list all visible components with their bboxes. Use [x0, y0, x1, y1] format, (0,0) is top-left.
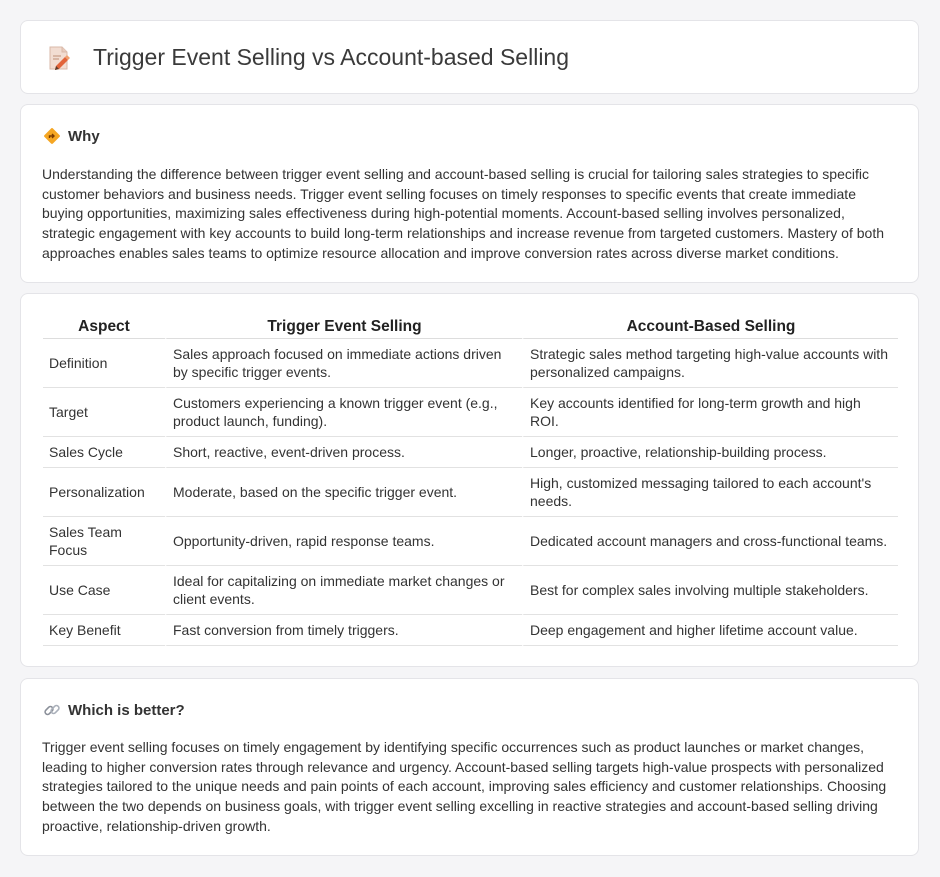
- page-title: Trigger Event Selling vs Account-based Selling: [93, 44, 570, 70]
- comparison-section: [20, 293, 919, 667]
- table-row: [43, 517, 898, 566]
- cell-aspect: Sales Cycle: [43, 437, 165, 468]
- cell-trigger: Opportunity-driven, rapid response teams.: [165, 517, 522, 566]
- cell-account: High, customized messaging tailored to each account's needs.: [522, 468, 898, 517]
- cell-trigger: Short, reactive, event-driven process.: [165, 437, 522, 468]
- why-heading: [43, 127, 100, 145]
- why-section: [20, 104, 919, 283]
- which-is-better-section: [20, 678, 919, 856]
- cell-account: Strategic sales method targeting high-value accounts with personalized campaigns.: [522, 339, 898, 388]
- better-text: Trigger event selling focuses on timely engagement by identifying specific occurrences such as product launches or market changes, leading to higher conversion rates through relevance and urgency. Account-based selling targets high-value prospects with personalized strategies tailored to the unique needs and pain points of each account, improving sales efficiency and customer relationships. Choosing between the two depends on business goals, with trigger event selling excelling in reactive strategies and account-based selling driving proactive, relationship-driven growth.: [42, 739, 887, 834]
- cell-aspect: Target: [43, 388, 165, 437]
- road-sign-icon: [43, 127, 61, 145]
- cell-trigger: Moderate, based on the specific trigger event.: [165, 468, 522, 517]
- edit-document-icon: [47, 45, 71, 71]
- title-row: [47, 44, 569, 71]
- table-row: [43, 339, 898, 388]
- cell-aspect: Personalization: [43, 468, 165, 517]
- table-header-row: [43, 316, 898, 339]
- why-title: Why: [68, 127, 100, 145]
- cell-account: Best for complex sales involving multiple stakeholders.: [522, 566, 898, 615]
- cell-trigger: Customers experiencing a known trigger event (e.g., product launch, funding).: [165, 388, 522, 437]
- cell-aspect: Definition: [43, 339, 165, 388]
- header-card: [20, 20, 919, 94]
- better-title: Which is better?: [68, 701, 185, 719]
- comparison-table: [43, 316, 898, 646]
- cell-account: Key accounts identified for long-term growth and high ROI.: [522, 388, 898, 437]
- cell-account: Longer, proactive, relationship-building process.: [522, 437, 898, 468]
- cell-aspect: Sales Team Focus: [43, 517, 165, 566]
- cell-account: Dedicated account managers and cross-functional teams.: [522, 517, 898, 566]
- cell-trigger: Ideal for capitalizing on immediate market changes or client events.: [165, 566, 522, 615]
- header-aspect: Aspect: [43, 316, 165, 339]
- table-row: [43, 388, 898, 437]
- table-row: [43, 437, 898, 468]
- table-row: [43, 468, 898, 517]
- link-icon: [43, 701, 61, 719]
- table-row: [43, 566, 898, 615]
- why-text: Understanding the difference between trigger event selling and account-based selling is crucial for tailoring sales strategies to specific customer behaviors and business needs. Trigger event selling focuses on timely responses to specific events that create immediate buying opportunities, maximizing sales effectiveness during high-potential moments. Account-based selling involves personalized, strategic engagement with key accounts to build long-term relationships and increase revenue from targeted customers. Mastery of both approaches enables sales teams to optimize resource allocation and improve conversion rates across diverse market conditions.: [42, 166, 884, 261]
- cell-trigger: Fast conversion from timely triggers.: [165, 615, 522, 646]
- cell-aspect: Use Case: [43, 566, 165, 615]
- better-heading: [43, 701, 185, 719]
- table-row: [43, 615, 898, 646]
- cell-trigger: Sales approach focused on immediate actions driven by specific trigger events.: [165, 339, 522, 388]
- header-account: Account-Based Selling: [522, 316, 898, 339]
- header-trigger: Trigger Event Selling: [165, 316, 522, 339]
- cell-aspect: Key Benefit: [43, 615, 165, 646]
- cell-account: Deep engagement and higher lifetime account value.: [522, 615, 898, 646]
